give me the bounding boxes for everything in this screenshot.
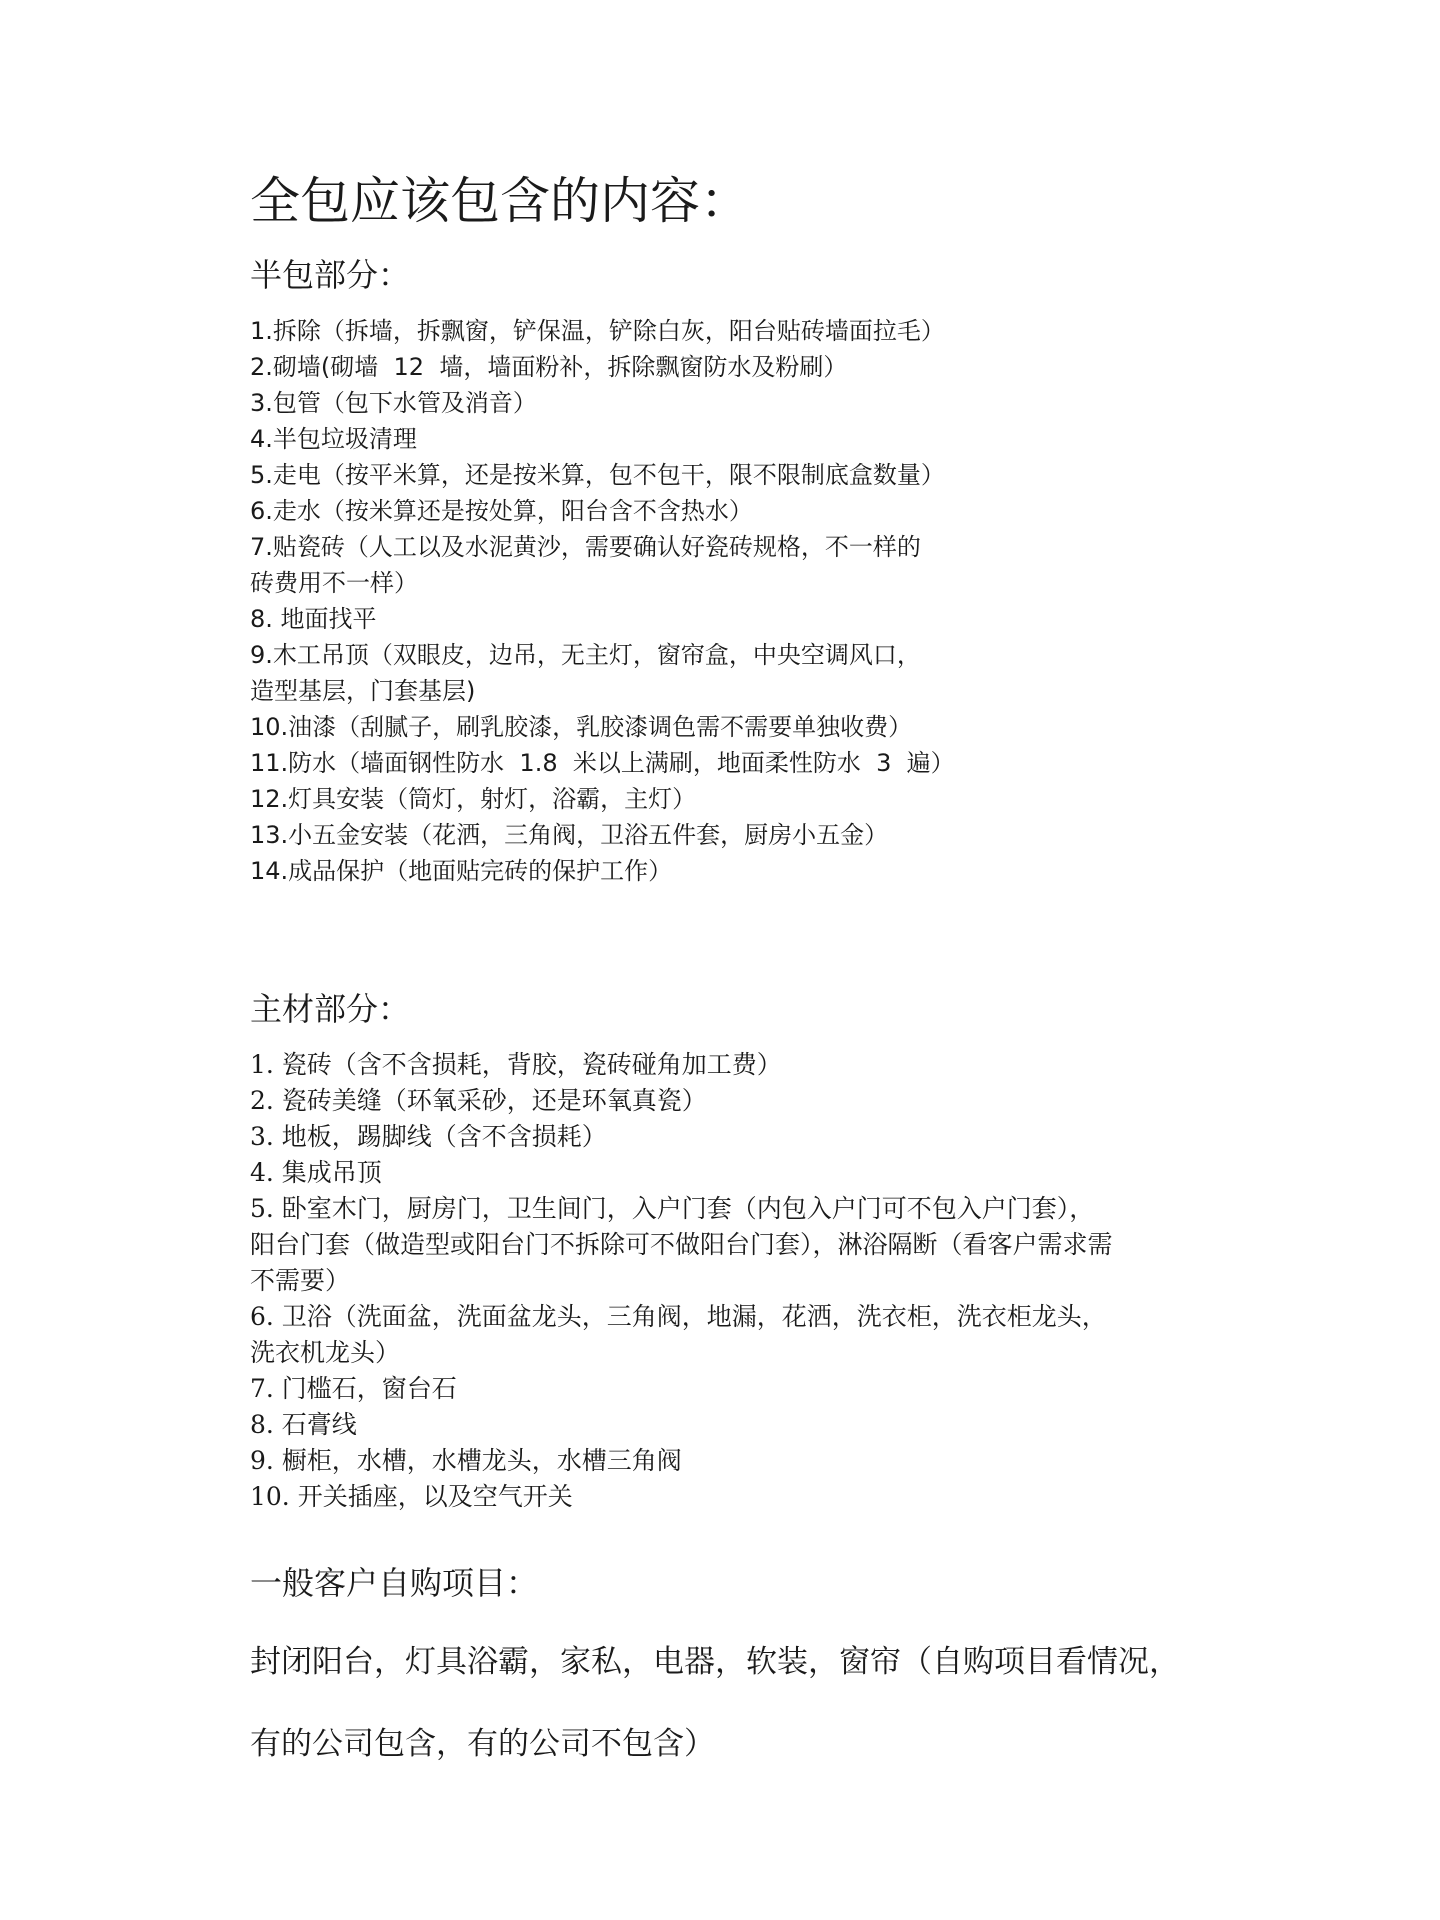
document-page [250, 165, 1250, 1785]
list-item: 2. 瓷砖美缝（环氧采砂，还是环氧真瓷） [250, 1086, 707, 1115]
list-item: 2.砌墙(砌墙 12 墙，墙面粉补，拆除飘窗防水及粉刷） [250, 353, 848, 381]
list-item: 8. 石膏线 [250, 1410, 357, 1439]
list-item: 8. 地面找平 [250, 605, 377, 633]
list-item: 3.包管（包下水管及消音） [250, 389, 537, 417]
list-item: 10. 开关插座，以及空气开关 [250, 1482, 573, 1511]
half-package-list [250, 313, 1250, 889]
section-spacer [250, 889, 1250, 985]
self-purchase-line-2: 有的公司包含，有的公司不包含） [250, 1726, 715, 1762]
half-package-heading: 半包部分： [250, 256, 411, 294]
list-item: 7.贴瓷砖（人工以及水泥黄沙，需要确认好瓷砖规格，不一样的 砖费用不一样） [250, 533, 921, 597]
list-item: 4.半包垃圾清理 [250, 425, 417, 453]
list-item: 5. 卧室木门，厨房门，卫生间门，入户门套（内包入户门可不包入户门套）， 阳台门套（做造型或阳台门不拆除可不做阳台门套），淋浴隔断（看客户需求需 不需要） [250, 1194, 1113, 1295]
list-item: 9.木工吊顶（双眼皮，边吊，无主灯，窗帘盒，中央空调风口， 造型基层，门套基层) [250, 641, 921, 705]
list-item: 7. 门槛石，窗台石 [250, 1374, 457, 1403]
list-item: 5.走电（按平米算，还是按米算，包不包干，限不限制底盒数量） [250, 461, 945, 489]
main-materials-list [250, 1047, 1250, 1515]
document-title: 全包应该包含的内容： [250, 172, 750, 230]
self-purchase-line-1: 封闭阳台，灯具浴霸，家私，电器，软装，窗帘（自购项目看情况， [250, 1644, 1180, 1680]
main-materials-heading: 主材部分： [250, 990, 411, 1028]
list-item: 12.灯具安装（筒灯，射灯，浴霸，主灯） [250, 785, 697, 813]
list-item: 14.成品保护（地面贴完砖的保护工作） [250, 857, 673, 885]
self-purchase-heading: 一般客户自购项目： [250, 1564, 539, 1602]
list-item: 1.拆除（拆墙，拆飘窗，铲保温，铲除白灰，阳台贴砖墙面拉毛） [250, 317, 945, 345]
list-item: 13.小五金安装（花洒，三角阀，卫浴五件套，厨房小五金） [250, 821, 889, 849]
section-spacer [250, 1515, 1250, 1559]
list-item: 1. 瓷砖（含不含损耗，背胶，瓷砖碰角加工费） [250, 1050, 782, 1079]
list-item: 11.防水（墙面钢性防水 1.8 米以上满刷，地面柔性防水 3 遍） [250, 749, 955, 777]
list-item: 6. 卫浴（洗面盆，洗面盆龙头，三角阀，地漏，花洒，洗衣柜，洗衣柜龙头， 洗衣机龙头） [250, 1302, 1107, 1367]
list-item: 4. 集成吊顶 [250, 1158, 382, 1187]
list-item: 6.走水（按米算还是按处算，阳台含不含热水） [250, 497, 753, 525]
list-item: 10.油漆（刮腻子，刷乳胶漆，乳胶漆调色需不需要单独收费） [250, 713, 913, 741]
list-item: 3. 地板，踢脚线（含不含损耗） [250, 1122, 607, 1151]
list-item: 9. 橱柜，水槽，水槽龙头，水槽三角阀 [250, 1446, 682, 1475]
